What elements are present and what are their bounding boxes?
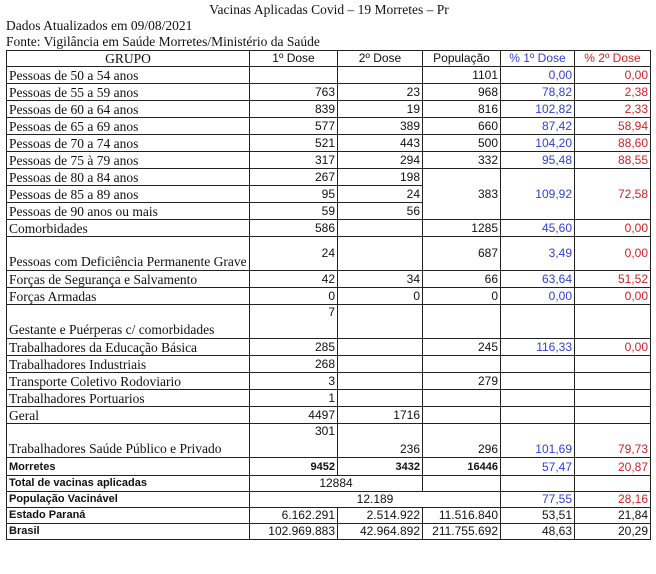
dose1-cell: 7 (250, 305, 338, 339)
table-row (7, 135, 651, 152)
dose2-cell: 389 (338, 118, 423, 135)
table-row (7, 305, 651, 339)
table-row (7, 390, 651, 407)
estado-row (7, 508, 651, 524)
pct-dose1-cell: 45,60 (501, 220, 575, 237)
total-label: Total de vacinas aplicadas (7, 476, 250, 492)
dose2-cell: 19 (338, 101, 423, 118)
populacao-cell: 687 (423, 237, 501, 271)
estado-pct-dose2: 21,84 (575, 508, 651, 524)
populacao-cell (423, 390, 501, 407)
pct-dose1-cell: 78,82 (501, 84, 575, 101)
morretes-pct-dose2: 20,87 (575, 458, 651, 476)
col-pct-dose1: % 1º Dose (501, 51, 575, 67)
empty-cell (575, 476, 651, 492)
empty-cell (501, 476, 575, 492)
table-row (7, 356, 651, 373)
table-row (7, 84, 651, 101)
dose2-cell: 23 (338, 84, 423, 101)
grupo-cell: Comorbidades (7, 220, 250, 237)
brasil-populacao: 211.755.692 (423, 524, 501, 540)
col-populacao: População (423, 51, 501, 67)
vacinavel-pct-dose1: 77,55 (501, 492, 575, 508)
pct-dose1-cell (501, 305, 575, 339)
dose2-cell: 443 (338, 135, 423, 152)
pct-dose1-cell (501, 373, 575, 390)
populacao-cell: 0 (423, 288, 501, 305)
pct-dose1-cell (501, 407, 575, 424)
grupo-cell: Pessoas de 60 a 64 anos (7, 101, 250, 118)
table-row (7, 169, 651, 186)
pct-dose1-cell: 116,33 (501, 339, 575, 356)
dose1-cell: 285 (250, 339, 338, 356)
brasil-label: Brasil (7, 524, 250, 540)
pct-dose2-cell: 0,00 (575, 288, 651, 305)
pct-dose1-cell: 102,82 (501, 101, 575, 118)
pct-dose1-cell: 87,42 (501, 118, 575, 135)
pct-dose1-cell: 104,20 (501, 135, 575, 152)
populacao-cell: 816 (423, 101, 501, 118)
pct-dose2-cell: 2,38 (575, 84, 651, 101)
brasil-pct-dose1: 48,63 (501, 524, 575, 540)
pct-dose1-cell: 0,00 (501, 67, 575, 84)
pct-dose2-cell: 51,52 (575, 271, 651, 288)
col-grupo: GRUPO (7, 51, 250, 67)
pct-dose1-80-plus: 109,92 (501, 169, 575, 220)
pct-dose2-cell (575, 407, 651, 424)
estado-dose2: 2.514.922 (338, 508, 423, 524)
populacao-cell: 279 (423, 373, 501, 390)
dose1-cell: 1 (250, 390, 338, 407)
grupo-cell: Transporte Coletivo Rodoviario (7, 373, 250, 390)
grupo-cell: Pessoas de 80 a 84 anos (7, 169, 250, 186)
dose1-cell: 301 (250, 424, 338, 458)
dose2-cell (338, 356, 423, 373)
pct-dose1-cell: 95,48 (501, 152, 575, 169)
populacao-cell (423, 356, 501, 373)
table-row (7, 152, 651, 169)
dose1-cell: 4497 (250, 407, 338, 424)
grupo-cell: Trabalhadores Saúde Público e Privado (7, 424, 250, 458)
total-value: 12884 (250, 476, 423, 492)
dose1-cell: 763 (250, 84, 338, 101)
pct-dose2-cell (575, 373, 651, 390)
grupo-cell: Trabalhadores Portuarios (7, 390, 250, 407)
grupo-cell: Pessoas com Deficiência Permanente Grave (7, 237, 250, 271)
populacao-cell (423, 407, 501, 424)
pct-dose2-cell: 0,00 (575, 67, 651, 84)
col-dose1: 1º Dose (250, 51, 338, 67)
pct-dose1-cell: 63,64 (501, 271, 575, 288)
morretes-dose2: 3432 (338, 458, 423, 476)
populacao-cell: 1285 (423, 220, 501, 237)
populacao-cell: 1101 (423, 67, 501, 84)
dose2-cell: 198 (338, 169, 423, 186)
populacao-cell: 500 (423, 135, 501, 152)
dose1-cell: 3 (250, 373, 338, 390)
dose2-cell: 34 (338, 271, 423, 288)
dose1-cell: 95 (250, 186, 338, 203)
pct-dose1-cell (501, 356, 575, 373)
pct-dose1-cell: 101,69 (501, 424, 575, 458)
morretes-dose1: 9452 (250, 458, 338, 476)
grupo-cell: Forças Armadas (7, 288, 250, 305)
vacinavel-row (7, 492, 651, 508)
populacao-cell: 296 (423, 424, 501, 458)
table-row (7, 118, 651, 135)
header-row (7, 51, 651, 67)
populacao-80-plus: 383 (423, 169, 501, 220)
data-source: Fonte: Vigilância em Saúde Morretes/Ministério da Saúde (6, 34, 320, 49)
pct-dose2-cell: 88,60 (575, 135, 651, 152)
table-row (7, 407, 651, 424)
brasil-dose2: 42.964.892 (338, 524, 423, 540)
pct-dose2-cell (575, 356, 651, 373)
morretes-populacao: 16446 (423, 458, 501, 476)
dose2-cell (338, 237, 423, 271)
pct-dose2-cell: 58,94 (575, 118, 651, 135)
grupo-cell: Trabalhadores Industriais (7, 356, 250, 373)
dose1-cell: 839 (250, 101, 338, 118)
pct-dose2-cell (575, 390, 651, 407)
dose1-cell: 577 (250, 118, 338, 135)
table-row (7, 339, 651, 356)
grupo-cell: Pessoas de 65 a 69 anos (7, 118, 250, 135)
brasil-pct-dose2: 20,29 (575, 524, 651, 540)
total-row (7, 476, 651, 492)
pct-dose2-cell: 79,73 (575, 424, 651, 458)
dose1-cell: 0 (250, 288, 338, 305)
vaccination-table (6, 50, 651, 540)
morretes-label: Morretes (7, 458, 250, 476)
morretes-row (7, 458, 651, 476)
populacao-cell: 66 (423, 271, 501, 288)
dose1-cell: 521 (250, 135, 338, 152)
pct-dose2-cell: 0,00 (575, 339, 651, 356)
grupo-cell: Geral (7, 407, 250, 424)
report-title: Vacinas Aplicadas Covid – 19 Morretes – Pr (209, 2, 449, 17)
dose1-cell: 268 (250, 356, 338, 373)
table-row (7, 67, 651, 84)
dose1-cell: 59 (250, 203, 338, 220)
dose1-cell: 586 (250, 220, 338, 237)
pct-dose2-cell: 0,00 (575, 220, 651, 237)
populacao-cell: 660 (423, 118, 501, 135)
dose2-cell: 56 (338, 203, 423, 220)
col-dose2: 2º Dose (338, 51, 423, 67)
dose2-cell (338, 373, 423, 390)
dose1-cell: 267 (250, 169, 338, 186)
dose2-cell (338, 67, 423, 84)
table-row (7, 220, 651, 237)
pct-dose1-cell: 0,00 (501, 288, 575, 305)
empty-cell (423, 476, 501, 492)
grupo-cell: Pessoas de 70 a 74 anos (7, 135, 250, 152)
table-row (7, 288, 651, 305)
table-row (7, 271, 651, 288)
dose2-cell: 24 (338, 186, 423, 203)
brasil-row (7, 524, 651, 540)
pct-dose2-cell: 2,33 (575, 101, 651, 118)
grupo-cell: Trabalhadores da Educação Básica (7, 339, 250, 356)
pct-dose2-cell (575, 305, 651, 339)
dose2-cell: 294 (338, 152, 423, 169)
dose1-cell (250, 67, 338, 84)
dose2-cell (338, 305, 423, 339)
table-row (7, 424, 651, 458)
updated-date: Dados Atualizados em 09/08/2021 (6, 18, 193, 33)
grupo-cell: Pessoas de 90 anos ou mais (7, 203, 250, 220)
dose2-cell (338, 220, 423, 237)
dose2-cell: 236 (338, 424, 423, 458)
vacinavel-value: 12.189 (250, 492, 501, 508)
grupo-cell: Pessoas de 50 a 54 anos (7, 67, 250, 84)
vaccination-report (6, 2, 652, 540)
populacao-cell (423, 305, 501, 339)
grupo-cell: Pessoas de 85 a 89 anos (7, 186, 250, 203)
vacinavel-label: População Vacinável (7, 492, 250, 508)
table-row (7, 237, 651, 271)
pct-dose2-80-plus: 72,58 (575, 169, 651, 220)
table-row (7, 373, 651, 390)
dose2-cell: 1716 (338, 407, 423, 424)
pct-dose2-cell: 0,00 (575, 237, 651, 271)
pct-dose1-cell: 3,49 (501, 237, 575, 271)
vacinavel-pct-dose2: 28,16 (575, 492, 651, 508)
populacao-cell: 245 (423, 339, 501, 356)
dose1-cell: 24 (250, 237, 338, 271)
grupo-cell: Pessoas de 55 a 59 anos (7, 84, 250, 101)
estado-pct-dose1: 53,51 (501, 508, 575, 524)
brasil-dose1: 102.969.883 (250, 524, 338, 540)
pct-dose2-cell: 88,55 (575, 152, 651, 169)
dose2-cell (338, 339, 423, 356)
dose2-cell (338, 390, 423, 407)
dose2-cell: 0 (338, 288, 423, 305)
estado-populacao: 11.516.840 (423, 508, 501, 524)
pct-dose1-cell (501, 390, 575, 407)
grupo-cell: Pessoas de 75 à 79 anos (7, 152, 250, 169)
dose1-cell: 317 (250, 152, 338, 169)
populacao-cell: 968 (423, 84, 501, 101)
morretes-pct-dose1: 57,47 (501, 458, 575, 476)
populacao-cell: 332 (423, 152, 501, 169)
table-row (7, 101, 651, 118)
grupo-cell: Gestante e Puérperas c/ comorbidades (7, 305, 250, 339)
estado-label: Estado Paraná (7, 508, 250, 524)
grupo-cell: Forças de Segurança e Salvamento (7, 271, 250, 288)
dose1-cell: 42 (250, 271, 338, 288)
estado-dose1: 6.162.291 (250, 508, 338, 524)
col-pct-dose2: % 2º Dose (575, 51, 651, 67)
